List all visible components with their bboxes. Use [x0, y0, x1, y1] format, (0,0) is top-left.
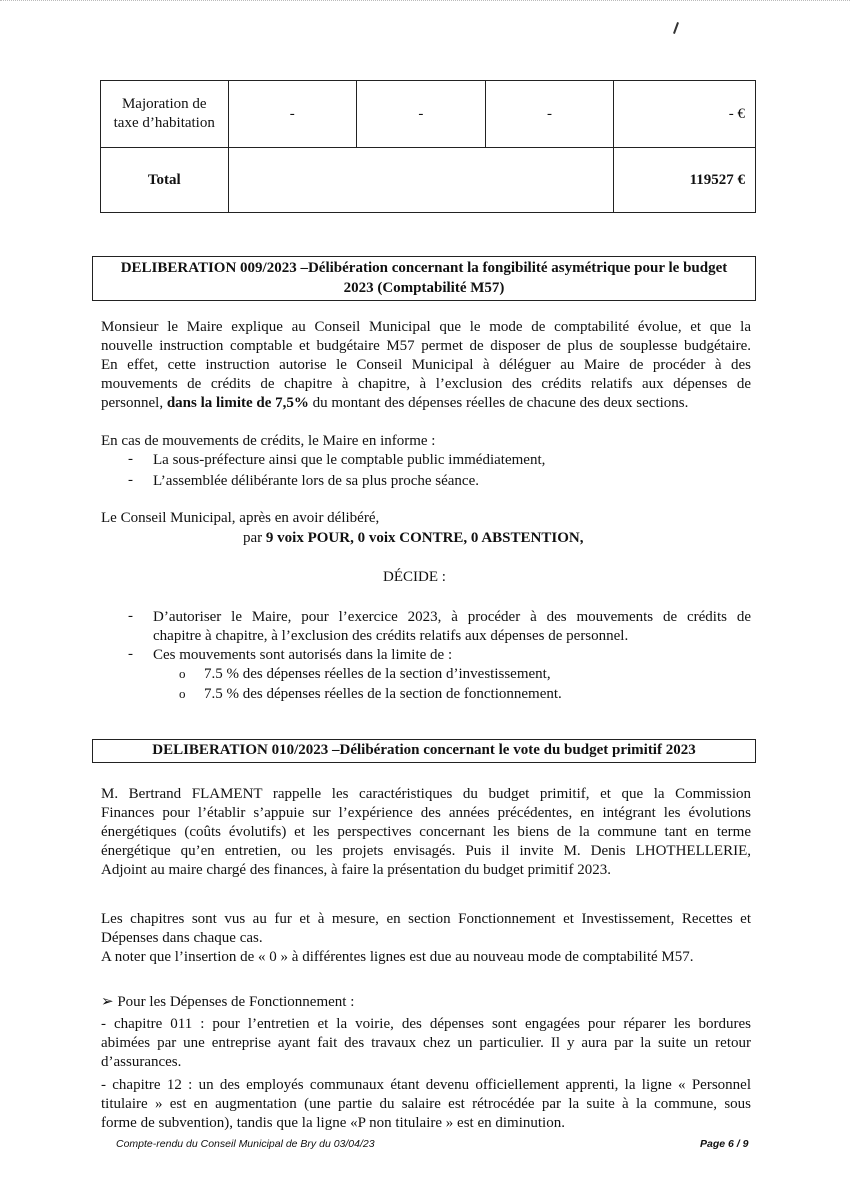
- delib9-title-box: [92, 256, 756, 301]
- text-line: chapitre à chapitre, à l’exclusion des crédits relatifs aux dépenses de personnel.: [153, 628, 629, 644]
- row-label-line1: Majoration de: [121, 96, 207, 112]
- text-line: forme de subvention), tandis que la ligne «P non titulaire » est en diminution.: [101, 1115, 565, 1131]
- text-line: énergétiques (coûts évolutifs) et les perspectives concernant les biens de la commune tant en terme: [101, 824, 751, 840]
- text-line: [101, 394, 751, 413]
- circle-bullet: o: [179, 666, 186, 681]
- text-fragment: du montant des dépenses réelles de chacune des deux sections.: [308, 395, 689, 411]
- text-line: titulaire » est en augmentation (une partie du salaire est rétrocédée par la suite à la commune, sous: [101, 1096, 751, 1112]
- dash-bullet: -: [128, 472, 133, 488]
- cell: -: [485, 81, 614, 148]
- text-line: A noter que l’insertion de « 0 » à différentes lignes est due au nouveau mode de comptabilité M57.: [101, 949, 694, 965]
- vote-line: [243, 529, 583, 548]
- text-line: énergétique qu’en entretien, ou les projets envisagés. Puis il invite M. Denis LHOTHELLERIE,: [101, 843, 751, 859]
- footer-page-number: Page 6 / 9: [700, 1138, 749, 1150]
- dash-bullet: -: [128, 451, 133, 467]
- text-line: Les chapitres sont vus au fur et à mesure, en section Fonctionnement et Investissement, Recettes et: [101, 911, 751, 927]
- pen-mark: [673, 22, 679, 34]
- vote-result: 9 voix POUR, 0 voix CONTRE, 0 ABSTENTION,: [265, 530, 584, 546]
- decide-item-1: [153, 608, 751, 646]
- info-item: La sous-préfecture ainsi que le comptable public immédiatement,: [153, 452, 546, 468]
- limit-highlight: dans la limite de 7,5%: [166, 395, 309, 411]
- text-line: D’autoriser le Maire, pour l’exercice 2023, à procéder à des mouvements de crédits de: [153, 609, 751, 625]
- circle-bullet: o: [179, 686, 186, 701]
- text-line: Monsieur le Maire explique au Conseil Municipal que le mode de comptabilité évolue, et que la: [101, 319, 751, 335]
- total-empty: [228, 148, 614, 213]
- text-line: Finances pour l’établir s’appuie sur l’expérience des années précédentes, en intégrant les évolutions: [101, 805, 751, 821]
- text-fragment: par: [243, 530, 266, 546]
- total-label: Total: [101, 148, 229, 213]
- sub-item: 7.5 % des dépenses réelles de la section de fonctionnement.: [204, 686, 562, 702]
- text-line: d’assurances.: [101, 1054, 182, 1070]
- text-line: Dépenses dans chaque cas.: [101, 930, 263, 946]
- decide-item-2: Ces mouvements sont autorisés dans la limite de :: [153, 647, 453, 663]
- chapter-12-paragraph: [101, 1076, 751, 1133]
- text-line: Adjoint au maire chargé des finances, à faire la présentation du budget primitif 2023.: [101, 862, 611, 878]
- text-line: - chapitre 011 : pour l’entretien et la voirie, des dépenses sont engagées pour réparer les bordures: [101, 1016, 751, 1032]
- table-row-total: [101, 148, 756, 213]
- delib10-paragraph-1: [101, 785, 751, 880]
- delib9-title-line2: 2023 (Comptabilité M57): [343, 280, 505, 296]
- total-value: 119527 €: [614, 148, 756, 213]
- delib9-title-line1: DELIBERATION 009/2023 –Délibération concernant la fongibilité asymétrique pour le budget: [120, 260, 728, 276]
- row-label-line2: taxe d’habitation: [113, 115, 215, 131]
- footer-document-title: Compte-rendu du Conseil Municipal de Bry du 03/04/23: [116, 1138, 375, 1150]
- council-intro: Le Conseil Municipal, après en avoir délibéré,: [101, 510, 380, 526]
- budget-table: [100, 80, 756, 213]
- text-line: En effet, cette instruction autorise le Conseil Municipal à déléguer au Maire de procéder à des: [101, 357, 751, 373]
- delib9-paragraph-1: [101, 318, 751, 413]
- delib10-paragraph-2: [101, 910, 751, 967]
- text-line: M. Bertrand FLAMENT rappelle les caractéristiques du budget primitif, et que la Commission: [101, 786, 751, 802]
- decide-heading: DÉCIDE :: [383, 569, 446, 585]
- dash-bullet: -: [128, 608, 133, 624]
- section-heading-depenses: ➢ Pour les Dépenses de Fonctionnement :: [101, 994, 355, 1010]
- row-label: [101, 81, 229, 148]
- delib10-title-box: [92, 739, 756, 763]
- delib10-title: DELIBERATION 010/2023 –Délibération concernant le vote du budget primitif 2023: [152, 742, 696, 758]
- table-row: [101, 81, 756, 148]
- text-line: - chapitre 12 : un des employés communaux étant devenu officiellement apprenti, la ligne « Personnel: [101, 1077, 751, 1093]
- text-line: nouvelle instruction comptable et budgétaire M57 permet de disposer de plus de souplesse budgétaire.: [101, 338, 751, 354]
- sub-item: 7.5 % des dépenses réelles de la section d’investissement,: [204, 666, 551, 682]
- cell: -: [228, 81, 357, 148]
- text-fragment: personnel,: [101, 395, 167, 411]
- chapter-011-paragraph: [101, 1015, 751, 1072]
- text-line: abimées par une entreprise ayant fait des travaux chez un particulier. Il y aura par la suite un retour: [101, 1035, 751, 1051]
- scan-edge: [0, 0, 850, 5]
- cell: -: [357, 81, 486, 148]
- cell-amount: - €: [614, 81, 756, 148]
- dash-bullet: -: [128, 646, 133, 662]
- delib9-info-intro: En cas de mouvements de crédits, le Maire en informe :: [101, 433, 436, 449]
- info-item: L’assemblée délibérante lors de sa plus proche séance.: [153, 473, 479, 489]
- text-line: mouvements de crédits de chapitre à chapitre, à l’exclusion des crédits relatifs aux dépenses de: [101, 376, 751, 392]
